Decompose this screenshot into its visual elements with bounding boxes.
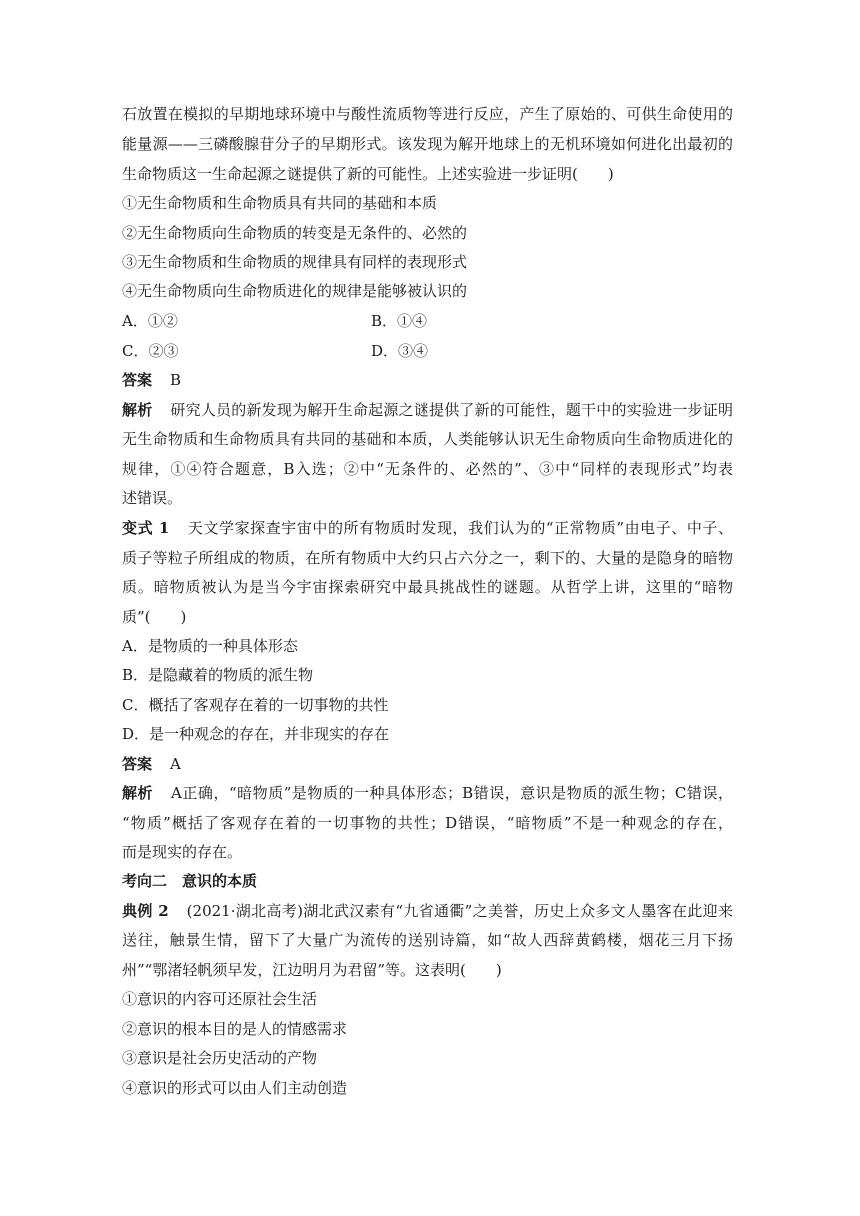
question-stem-text: (2021·湖北高考)湖北武汉素有“九省通衢”之美誉，历史上众多文人墨客在此迎来: [186, 902, 733, 920]
statement-2: ②无生命物质向生命物质的转变是无条件的、必然的: [122, 224, 468, 242]
analysis-label: 解析: [122, 784, 154, 802]
statement-2: ②意识的根本目的是人的情感需求: [122, 1020, 348, 1038]
question-stem-line: 质。暗物质被认为是当今宇宙探索研究中最具挑战性的谜题。从哲学上讲，这里的“暗物: [122, 578, 733, 596]
analysis-line: 而是现实的存在。: [122, 843, 243, 861]
section-heading: 考向二 意识的本质: [122, 872, 258, 890]
analysis-line: 无生命物质和生命物质具有共同的基础和本质，人类能够认识无生命物质向生命物质进化的: [122, 430, 733, 448]
analysis-line: [122, 783, 733, 803]
statement-3: ③无生命物质和生命物质的规律具有同样的表现形式: [122, 253, 468, 271]
analysis-text: A正确，“暗物质”是物质的一种具体形态；B错误，意识是物质的派生物；C错误，: [171, 784, 733, 802]
answer-value: A: [170, 755, 181, 773]
statement-1: ①意识的内容可还原社会生活: [122, 990, 318, 1008]
question-stem-line: 石放置在模拟的早期地球环境中与酸性流质物等进行反应，产生了原始的、可供生命使用的: [122, 105, 733, 123]
analysis-line: [122, 400, 733, 420]
question-stem-line: 质子等粒子所组成的物质，在所有物质中大约只占六分之一，剩下的、大量的是隐身的暗物: [122, 549, 733, 567]
question-stem-line: 能量源——三磷酸腺苷分子的早期形式。该发现为解开地球上的无机环境如何进化出最初的: [122, 135, 733, 153]
question-stem-line: 质”( ): [122, 608, 187, 626]
analysis-text: 研究人员的新发现为解开生命起源之谜提供了新的可能性，题干中的实验进一步证明: [170, 401, 733, 419]
statement-4: ④无生命物质向生命物质进化的规律是能够被认识的: [122, 282, 468, 300]
analysis-label: 解析: [122, 401, 153, 419]
answer-line: [122, 754, 181, 774]
option-d: D．是一种观念的存在，并非现实的存在: [122, 725, 390, 743]
answer-label: 答案: [122, 371, 153, 389]
question-label: 变式 1: [122, 519, 170, 537]
option-c: C．②③: [122, 342, 179, 360]
option-a: A．①②: [122, 312, 178, 330]
answer-line: [122, 370, 181, 390]
option-a: A．是物质的一种具体形态: [122, 637, 298, 655]
question-stem-line: [122, 518, 733, 538]
analysis-line: 规律，①④符合题意，B入选；②中“无条件的、必然的”、③中“同样的表现形式”均表: [122, 460, 733, 478]
option-c: C．概括了客观存在着的一切事物的共性: [122, 696, 389, 714]
analysis-line: “物质”概括了客观存在着的一切事物的共性；D错误，“暗物质”不是一种观念的存在，: [122, 814, 733, 832]
analysis-line: 述错误。: [122, 489, 183, 507]
question-stem-line: 州”“鄂渚轻帆须早发，江边明月为君留”等。这表明( ): [122, 961, 502, 979]
question-label: 典例 2: [122, 902, 169, 920]
statement-4: ④意识的形式可以由人们主动创造: [122, 1079, 348, 1097]
option-b: B．是隐藏着的物质的派生物: [122, 666, 314, 684]
answer-label: 答案: [122, 755, 153, 773]
question-stem-line: 送往，触景生情，留下了大量广为流传的送别诗篇，如“故人西辞黄鹤楼，烟花三月下扬: [122, 931, 733, 949]
statement-1: ①无生命物质和生命物质具有共同的基础和本质: [122, 194, 438, 212]
option-d: D．③④: [371, 342, 429, 360]
question-stem-text: 天文学家探查宇宙中的所有物质时发现，我们认为的“正常物质”由电子、中子、: [187, 519, 733, 537]
statement-3: ③意识是社会历史活动的产物: [122, 1049, 318, 1067]
option-b: B．①④: [371, 312, 428, 330]
answer-value: B: [170, 371, 182, 389]
question-stem-line: 生命物质这一生命起源之谜提供了新的可能性。上述实验进一步证明( ): [122, 165, 614, 183]
question-stem-line: [122, 901, 733, 921]
